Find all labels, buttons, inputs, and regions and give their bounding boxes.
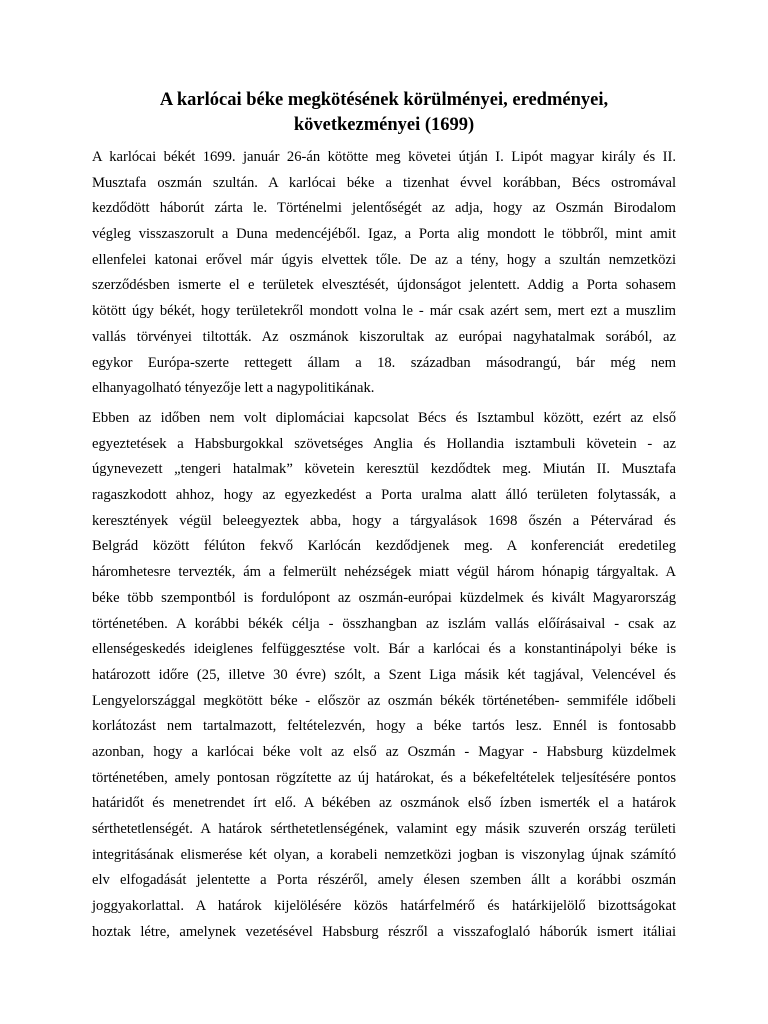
paragraph-line: joggyakorlattal. A határok kijelölésére közös határfelmérő és határkijelölő bizottságokat: [92, 898, 676, 915]
title-line-2: következményei (1699): [293, 115, 475, 135]
paragraph-line: A karlócai békét 1699. január 26-án kötötte meg követei útján I. Lipót magyar király és II.: [92, 149, 676, 165]
paragraph-line: Ebben az időben nem volt diplomáciai kapcsolat Bécs és Isztambul között, ezért az első: [92, 410, 676, 426]
paragraph-2: [92, 406, 676, 945]
paragraph-line: vallás törvényei tiltották. Az oszmánok kiszorultak az európai nagyhatalmak sorából, az: [92, 328, 676, 345]
paragraph-line: végleg visszaszorult a Duna medencéjéből. Igaz, a Porta alig mondott le többről, mint amit: [92, 226, 676, 243]
paragraph-line: béke több szempontból is fordulópont az oszmán-európai küzdelmek és kivált Magyarország: [92, 589, 676, 606]
paragraph-line: Belgrád között félúton fekvő Karlócán kezdődjenek meg. A konferenciát eredetileg: [92, 538, 676, 555]
paragraph-line: keresztények végül beleegyeztek abba, hogy a tárgyalások 1698 őszén a Pétervárad és: [92, 512, 676, 529]
paragraph-1: [92, 145, 676, 402]
paragraph-line: szerződésben ismerte el e területek elvesztését, újdonságot jelentett. Addig a Porta sohasem: [92, 277, 676, 294]
paragraph-line: háromhetesre tervezték, ám a felmerült nehézségek miatt végül három hónapig tárgyaltak. A: [92, 564, 676, 581]
paragraph-line: határozott időre (25, illetve 30 évre) szólt, a Szent Liga másik két tagjával, Velencével és: [92, 666, 676, 683]
paragraph-line: határidőt és menetrendet írt elő. A békében az oszmánok első ízben ismerték el a határok: [92, 795, 676, 812]
paragraph-line: elhanyagolható tényezője lett a nagypolitikának.: [92, 380, 375, 397]
paragraph-line: azonban, hogy a karlócai béke volt az első az Oszmán - Magyar - Habsburg küzdelmek: [92, 743, 676, 760]
paragraph-line: történetében. A korábbi békék célja - összhangban az iszlám vallás előírásaival - csak az: [92, 615, 676, 632]
paragraph-line: elv elfogadását jelentette a Porta részéről, amely élesen szemben állt a korábbi oszmán: [92, 872, 676, 889]
paragraph-line: úgynevezett „tengeri hatalmak” követein keresztül kezdődtek meg. Miután II. Musztafa: [92, 461, 676, 478]
paragraph-line: integritásának elismerése két olyan, a korabeli nemzetközi jogban is viszonylag újnak számító: [92, 846, 676, 863]
paragraph-line: kezdődött háborút zárta le. Történelmi jelentőségét az adja, hogy az Oszmán Birodalom: [92, 200, 676, 217]
paragraph-line: kötött úgy békét, hogy területekről mondott volna le - már csak azért sem, mert ezt a muszlim: [92, 303, 676, 320]
paragraph-line: történetében, amely pontosan rögzítette az új határokat, és a békefeltételek teljesítésére pontos: [92, 769, 676, 786]
paragraph-line: korlátozást nem tartalmazott, feltételezvén, hogy a béke tartós lesz. Ennél is fontosabb: [92, 718, 676, 735]
title-line-1: A karlócai béke megkötésének körülményei, eredményei,: [159, 90, 609, 110]
paragraph-line: egyeztetések a Habsburgokkal szövetséges Anglia és Hollandia isztambuli követein - az: [92, 435, 676, 452]
document-title: [100, 88, 668, 138]
paragraph-line: hoztak létre, amelynek vezetésével Habsburg részről a visszafoglaló háborúk ismert itáliai: [92, 923, 676, 940]
paragraph-line: sérthetetlenségét. A határok sérthetetlenségének, valamint egy másik szuverén ország területi: [92, 821, 676, 837]
paragraph-line: ellenségeskedés ideiglenes felfüggesztése volt. Bár a karlócai és a konstantinápolyi béke is: [92, 641, 676, 658]
paragraph-line: Lengyelországgal megkötött béke - először az oszmán békék történetében- semmiféle időbeli: [92, 692, 676, 709]
paragraph-line: Musztafa oszmán szultán. A karlócai béke a tizenhat évvel korábban, Bécs ostromával: [92, 174, 676, 191]
paragraph-line: ellenfelei katonai erővel már úgyis elvettek tőle. De az a tény, hogy a szultán nemzetközi: [92, 251, 676, 268]
paragraph-line: egykor Európa-szerte rettegett állam a 18. században másodrangú, bár még nem: [92, 354, 676, 371]
paragraph-line: ragaszkodott ahhoz, hogy az egyezkedést a Porta uralma alatt álló területen folytassák, a: [92, 487, 676, 504]
